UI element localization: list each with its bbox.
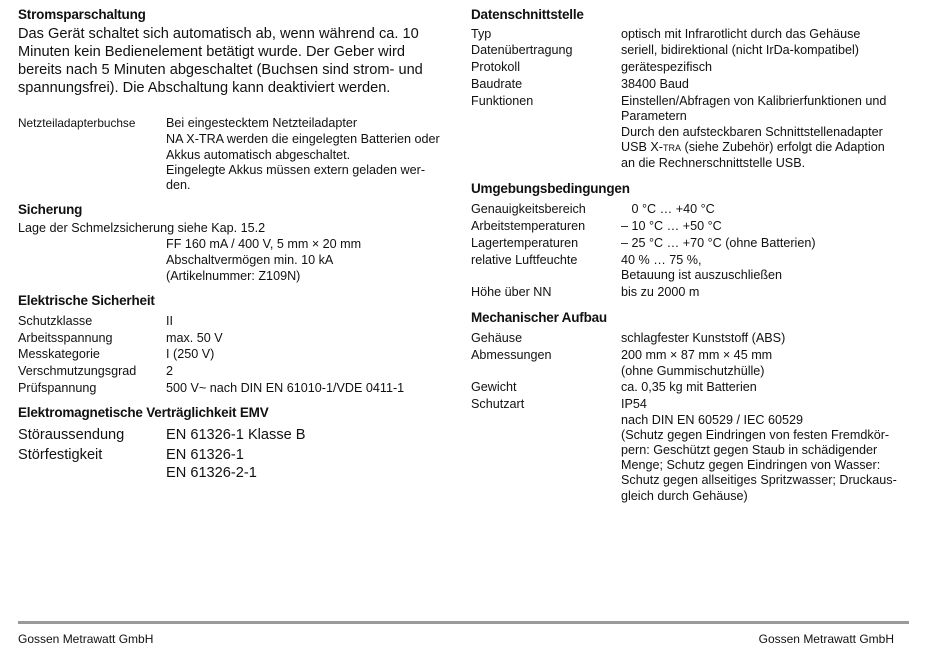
spec-value: Durch den aufsteckbaren Schnittstellenadapter <box>621 125 883 139</box>
spec-value: 38400 Baud <box>621 77 689 91</box>
usb-adapter-suffix: tra <box>663 140 681 154</box>
spec-value: nach DIN EN 60529 / IEC 60529 <box>621 413 804 427</box>
spec-value: (ohne Gummischutzhülle) <box>621 364 765 378</box>
spec-label: Protokoll <box>471 60 520 74</box>
spec-label: Gehäuse <box>471 331 523 345</box>
netzteil-text-line: Eingelegte Akkus müssen extern geladen wer- <box>166 163 426 177</box>
spec-value: gerätespezifisch <box>621 60 713 74</box>
sicherung-line: FF 160 mA / 400 V, 5 mm × 20 mm <box>166 237 362 251</box>
spec-value: optisch mit Infrarotlicht durch das Gehäuse <box>621 27 861 41</box>
spec-value: Schutz gegen allseitiges Spritzwasser; Druckaus- <box>621 473 897 487</box>
spec-value: max. 50 V <box>166 331 223 345</box>
spec-value: IP54 <box>621 397 647 411</box>
heading-umgebungsbedingungen: Umgebungsbedingungen <box>471 181 630 196</box>
spec-value: (Schutz gegen Eindringen von festen Fremdkör- <box>621 428 890 442</box>
heading-mechanischer-aufbau: Mechanischer Aufbau <box>471 310 607 325</box>
usb-adapter-name: USB X- <box>621 140 663 154</box>
spec-label: Abmessungen <box>471 348 552 362</box>
spec-value: EN 61326-1 <box>166 447 244 463</box>
spec-label: Gewicht <box>471 380 517 394</box>
spec-value: – 25 °C … +70 °C (ohne Batterien) <box>621 236 816 250</box>
spec-label: Typ <box>471 27 492 41</box>
footer-company-right: Gossen Metrawatt GmbH <box>758 632 894 646</box>
spec-value: seriell, bidirektional (nicht IrDa-kompatibel) <box>621 43 859 57</box>
spec-label: Funktionen <box>471 94 534 108</box>
spec-value: II <box>166 314 173 328</box>
spec-value <box>621 139 885 156</box>
spec-label: Arbeitsspannung <box>18 331 113 345</box>
footer-company-left: Gossen Metrawatt GmbH <box>18 632 154 646</box>
spec-label: Störaussendung <box>18 427 125 443</box>
heading-elektrische-sicherheit: Elektrische Sicherheit <box>18 293 155 308</box>
footer-rule <box>18 621 909 624</box>
spec-value: 200 mm × 87 mm × 45 mm <box>621 348 773 362</box>
spec-value: ca. 0,35 kg mit Batterien <box>621 380 757 394</box>
strom-text-line: Das Gerät schaltet sich automatisch ab, wenn während ca. 10 <box>18 26 419 42</box>
heading-sicherung: Sicherung <box>18 202 83 217</box>
spec-value: EN 61326-1 Klasse B <box>166 427 306 443</box>
spec-value: Parametern <box>621 109 687 123</box>
strom-text-line: Minuten kein Bedienelement betätigt wurde. Der Geber wird <box>18 44 405 60</box>
netzteil-text-line: NA X-TRA werden die eingelegten Batterien oder <box>166 132 440 146</box>
spec-value: 2 <box>166 364 174 378</box>
spec-label: Genauigkeitsbereich <box>471 202 586 216</box>
sicherung-line: Abschaltvermögen min. 10 kA <box>166 253 334 267</box>
spec-value: schlagfester Kunststoff (ABS) <box>621 331 786 345</box>
spec-value: pern: Geschützt gegen Staub in schädigender <box>621 443 878 457</box>
heading-datenschnittstelle: Datenschnittstelle <box>471 7 584 22</box>
spec-value: Betauung ist auszuschließen <box>621 268 783 282</box>
spec-value: EN 61326-2-1 <box>166 465 257 481</box>
spec-value: – 10 °C … +50 °C <box>621 219 722 233</box>
spec-label: Datenübertragung <box>471 43 573 57</box>
spec-value: 500 V~ nach DIN EN 61010-1/VDE 0411-1 <box>166 381 405 395</box>
spec-label: Störfestigkeit <box>18 447 103 463</box>
netzteil-text-line: Akkus automatisch abgeschaltet. <box>166 148 351 162</box>
spec-label: Schutzklasse <box>18 314 93 328</box>
spec-value: an die Rechnerschnittstelle USB. <box>621 156 806 170</box>
heading-emv: Elektromagnetische Verträglichkeit EMV <box>18 405 269 420</box>
usb-adapter-text: (siehe Zubehör) erfolgt die Adaption <box>681 140 885 154</box>
strom-text-line: bereits nach 5 Minuten abgeschaltet (Buchsen sind strom- und <box>18 62 423 78</box>
spec-value: Menge; Schutz gegen Eindringen von Wasser: <box>621 458 881 472</box>
spec-label: Messkategorie <box>18 347 100 361</box>
sicherung-line: Lage der Schmelzsicherung siehe Kap. 15.2 <box>18 221 266 235</box>
netzteil-label: Netzteiladapterbuchse <box>18 116 136 130</box>
heading-stromsparschaltung: Stromsparschaltung <box>18 7 146 22</box>
netzteil-text-line: den. <box>166 178 191 192</box>
netzteil-text-line: Bei eingestecktem Netzteiladapter <box>166 116 358 130</box>
spec-label: Prüfspannung <box>18 381 97 395</box>
spec-label: Schutzart <box>471 397 525 411</box>
spec-value: bis zu 2000 m <box>621 285 700 299</box>
spec-value: 40 % … 75 %, <box>621 253 702 267</box>
sicherung-line: (Artikelnummer: Z109N) <box>166 269 301 283</box>
spec-label: Arbeitstemperaturen <box>471 219 586 233</box>
spec-label: Höhe über NN <box>471 285 552 299</box>
spec-value: 0 °C … +40 °C <box>621 202 715 216</box>
spec-value: gleich durch Gehäuse) <box>621 489 748 503</box>
spec-label: Lagertemperaturen <box>471 236 579 250</box>
spec-label: Verschmutzungsgrad <box>18 364 137 378</box>
strom-text-line: spannungsfrei). Die Abschaltung kann deaktiviert werden. <box>18 80 391 96</box>
spec-value: Einstellen/Abfragen von Kalibrierfunktionen und <box>621 94 887 108</box>
spec-value: I (250 V) <box>166 347 215 361</box>
spec-label: relative Luftfeuchte <box>471 253 578 267</box>
spec-label: Baudrate <box>471 77 523 91</box>
